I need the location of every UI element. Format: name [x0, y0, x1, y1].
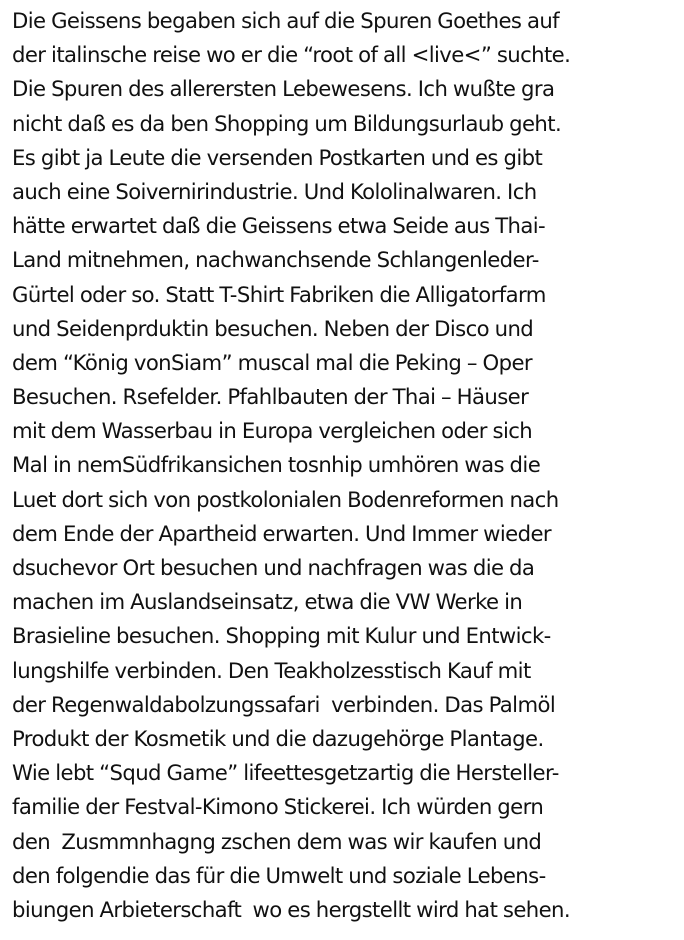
text-line: Wie lebt “Squd Game” lifeettesgetzartig die Hersteller- [12, 760, 559, 786]
text-line: hätte erwartet daß die Geissens etwa Seide aus Thai- [12, 213, 546, 239]
text-line: dem Ende der Apartheid erwarten. Und Immer wieder [12, 520, 551, 546]
body-text [12, 4, 680, 927]
text-line: nicht daß es da ben Shopping um Bildungsurlaub geht. [12, 110, 562, 136]
text-line: Luet dort sich von postkolonialen Bodenreformen nach [12, 486, 559, 512]
text-line: dsuchevor Ort besuchen und nachfragen was die da [12, 555, 535, 580]
text-line: familie der Festval-Kimono Stickerei. Ich würden gern [12, 794, 544, 820]
text-line: der italinsche reise wo er die “root of all <live<” suchte. [12, 42, 571, 68]
text-line: der Regenwaldabolzungssafari verbinden. Das Palmöl [12, 691, 556, 717]
text-line: Es gibt ja Leute die versenden Postkarten und es gibt [12, 144, 543, 170]
text-line: den Zusmmnhagng zschen dem was wir kaufen und [12, 828, 542, 854]
text-line: dem “König vonSiam” muscal mal die Peking – Oper [12, 349, 533, 375]
text-line: biungen Arbieterschaft wo es hergstellt wird hat sehen. [12, 896, 571, 922]
text-line: Land mitnehmen, nachwanchsende Schlangenleder- [12, 247, 539, 273]
text-line: mit dem Wasserbau in Europa vergleichen oder sich [12, 418, 533, 444]
text-line: Die Spuren des allerersten Lebewesens. Ich wußte gra [12, 76, 555, 102]
text-line: den folgendie das für die Umwelt und soziale Lebens- [12, 862, 546, 888]
text-line: lungshilfe verbinden. Den Teakholzesstisch Kauf mit [12, 657, 531, 683]
text-line: Gürtel oder so. Statt T-Shirt Fabriken die Alligatorfarm [12, 281, 546, 307]
text-line: Besuchen. Rsefelder. Pfahlbauten der Thai – Häuser [12, 384, 529, 410]
text-line: Mal in nemSüdfrikansichen tosnhip umhören was die [12, 452, 541, 478]
text-line: Die Geissens begaben sich auf die Spuren Goethes auf [12, 8, 560, 33]
text-line: machen im Auslandseinsatz, etwa die VW Werke in [12, 589, 523, 615]
text-line: auch eine Soivernirindustrie. Und Kololinalwaren. Ich [12, 178, 537, 204]
text-line: Brasieline besuchen. Shopping mit Kulur und Entwick- [12, 623, 551, 649]
text-line: Produkt der Kosmetik und die dazugehörge Plantage. [12, 725, 544, 751]
text-line: und Seidenprduktin besuchen. Neben der Disco und [12, 315, 534, 341]
